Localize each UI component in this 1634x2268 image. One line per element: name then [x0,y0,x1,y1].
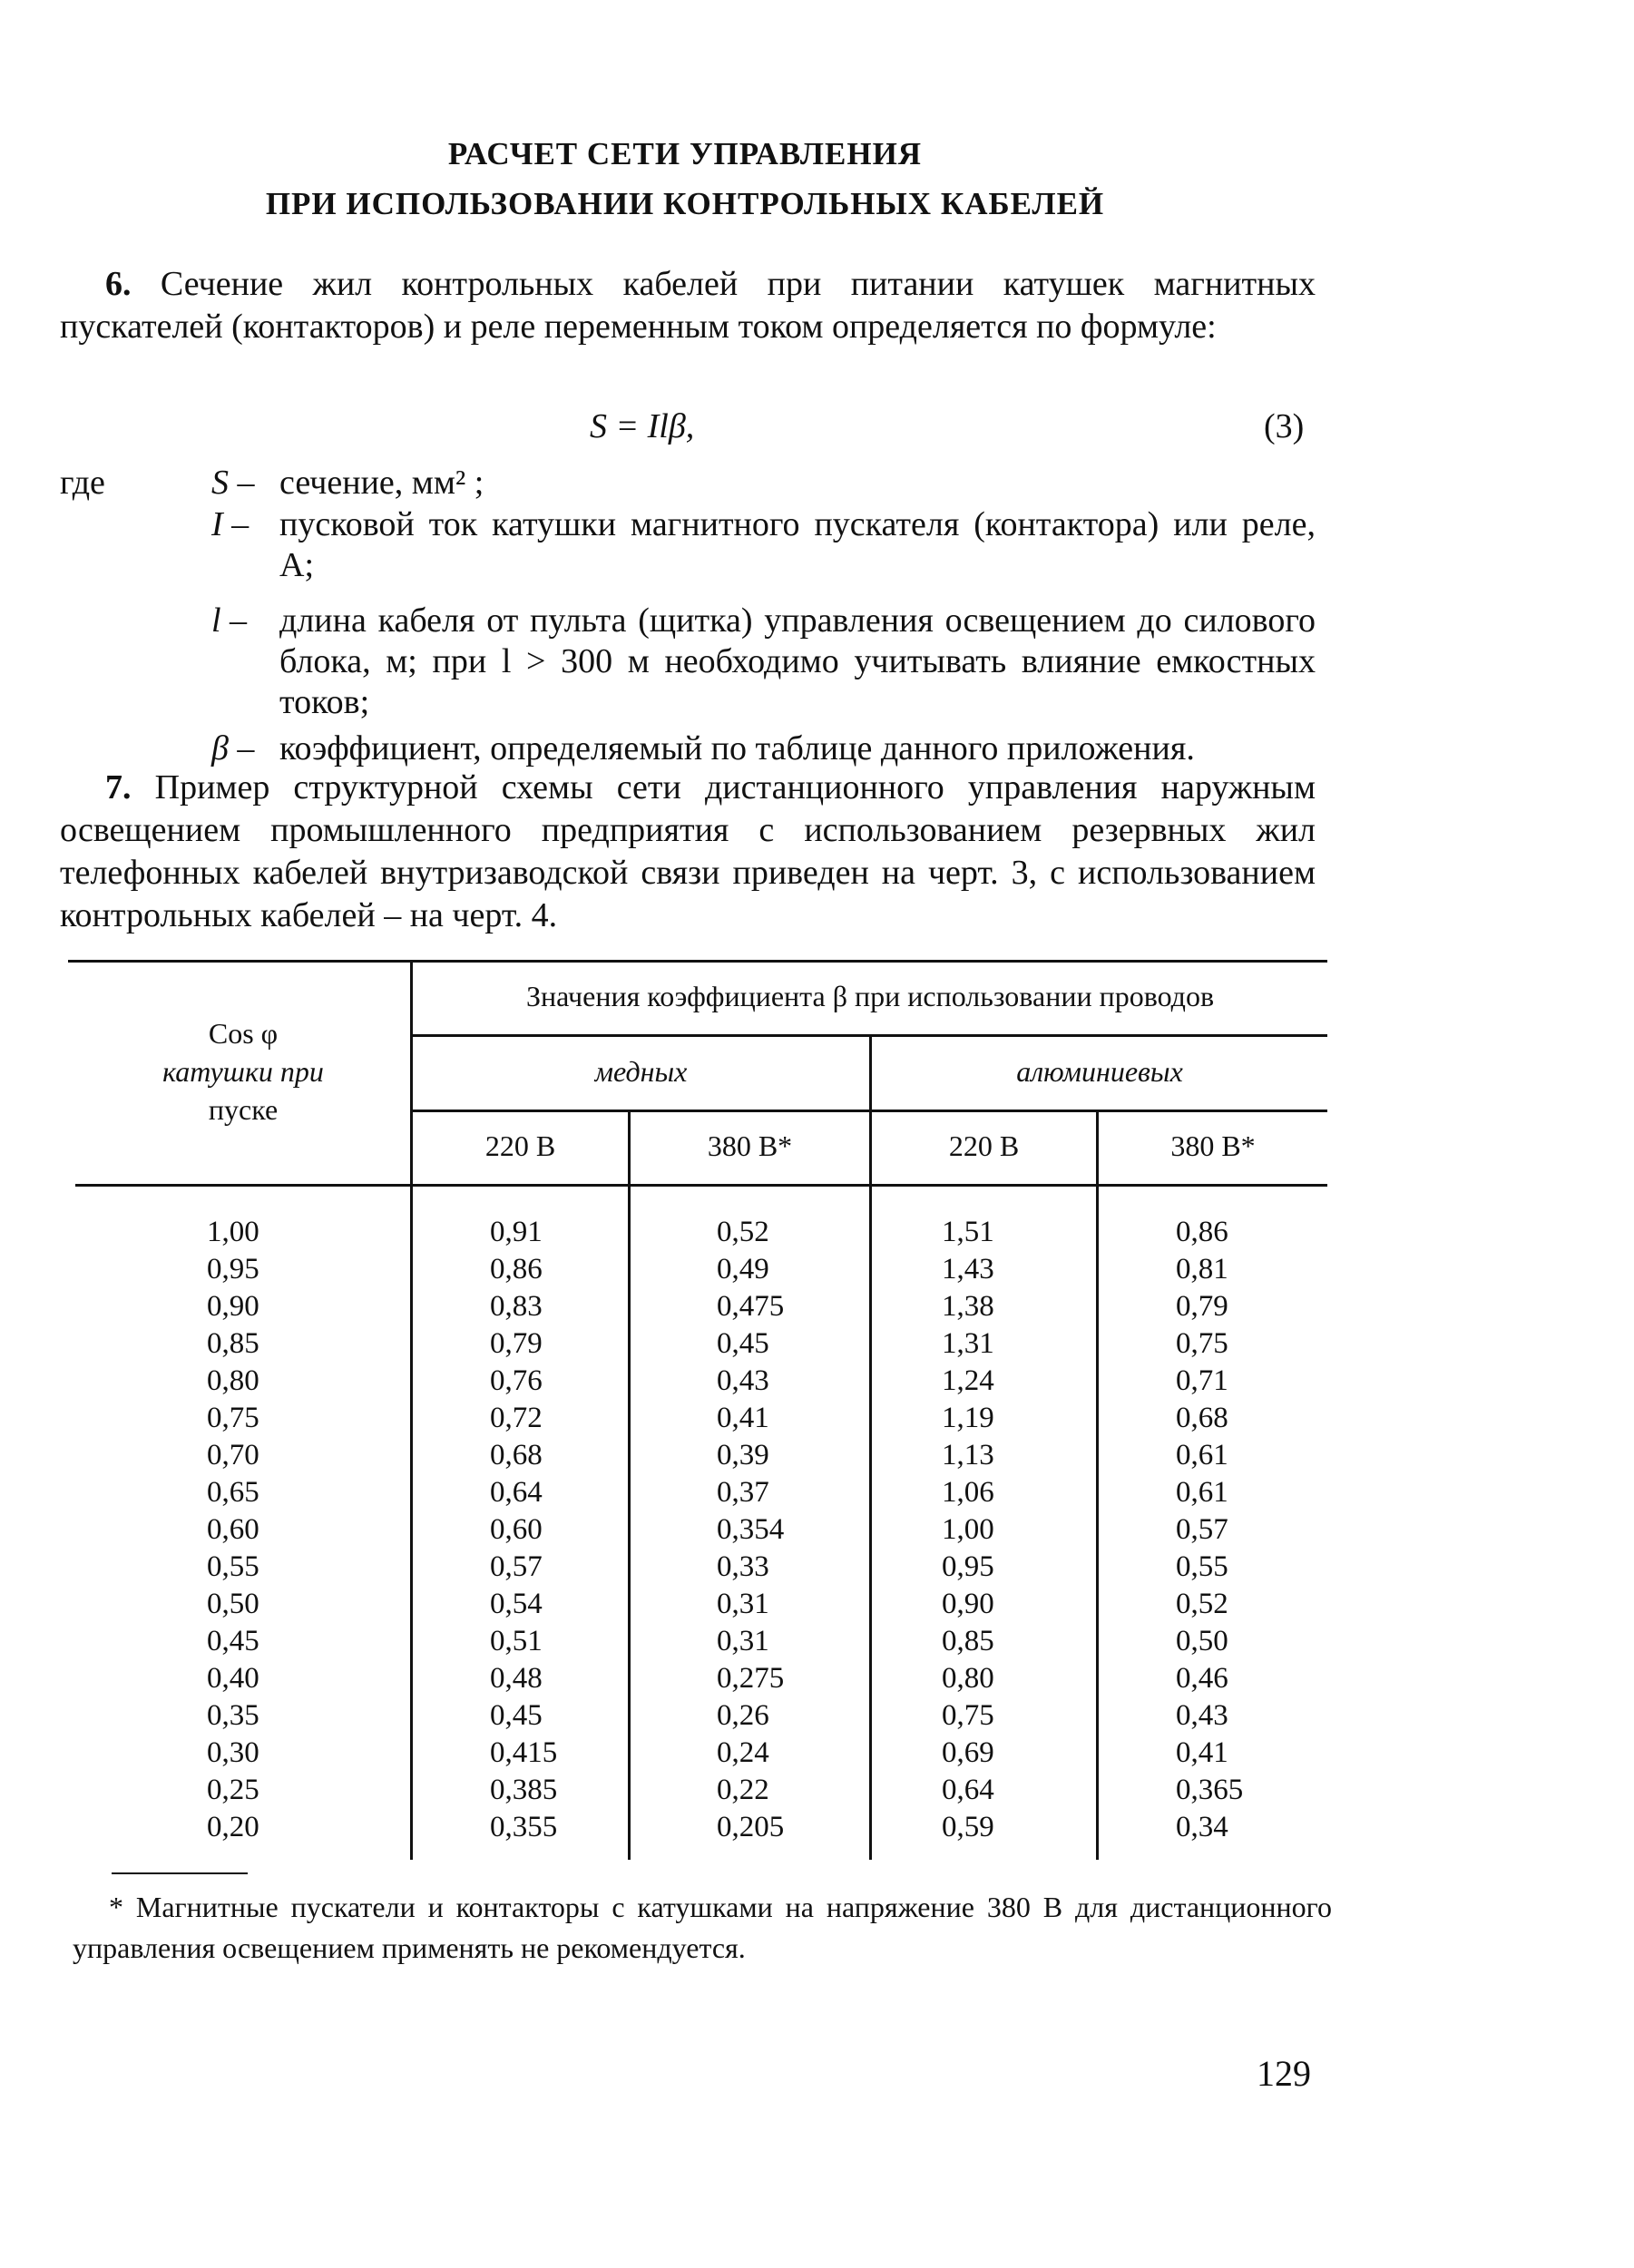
table-cell: 0,95 [942,1550,994,1583]
table-cell: 0,354 [717,1513,785,1546]
table-cell: 0,40 [207,1662,259,1695]
page-number: 129 [1257,2053,1311,2094]
table-cell: 0,57 [1176,1513,1228,1546]
table-cell: 0,55 [1176,1550,1228,1583]
cos-phi-header-line: Cos φ [208,1017,279,1050]
cu-380-header: 380 В* [707,1129,793,1162]
table-cell: 0,33 [717,1550,769,1583]
table-cell: 0,48 [490,1662,543,1695]
table-cell: 0,70 [207,1439,259,1471]
table-cell: 0,41 [717,1402,769,1434]
table-cell: 0,79 [1176,1290,1228,1323]
definition-text: пусковой ток катушки магнитного пускателя (контактора) или реле, А; [279,505,1316,584]
paragraph-6-text: Сечение жил контрольных кабелей при питании катушек магнитных пускателей (контакторов) и реле переменным током определяется по формуле: [60,265,1316,346]
paragraph-6-number: 6. [105,265,132,303]
table-cell: 1,19 [942,1402,994,1434]
definition-symbol: β – [211,729,255,767]
table-cell: 1,43 [942,1253,994,1286]
cos-phi-header-line: катушки при [162,1055,324,1088]
group-header: Значения коэффициента β при использовании проводов [525,980,1215,1012]
table-cell: 0,43 [717,1364,769,1397]
table-cell: 0,59 [942,1811,994,1843]
table-cell: 0,64 [490,1476,543,1509]
table-cell: 0,52 [1176,1588,1228,1620]
table-cell: 1,00 [207,1216,259,1248]
aluminum-header: алюминиевых [1016,1055,1183,1088]
table-cell: 0,75 [1176,1327,1228,1360]
table-cell: 0,52 [717,1216,769,1248]
al-220-header: 220 В [948,1129,1020,1162]
table-cell: 1,38 [942,1290,994,1323]
cu-380-column [717,1214,784,1846]
table-cell: 0,49 [717,1253,769,1286]
paragraph-7 [60,767,1316,937]
table-cell: 0,365 [1176,1774,1244,1806]
table-cell: 0,61 [1176,1439,1228,1471]
table-cell: 0,46 [1176,1662,1228,1695]
table-cell: 0,85 [207,1327,259,1360]
table-cell: 0,55 [207,1550,259,1583]
definition-beta [211,728,1316,769]
footnote-rule [112,1872,248,1874]
table-cell: 0,475 [717,1290,785,1323]
definition-current [211,504,1316,586]
al-220-column [942,1214,994,1846]
formula-expression: S = Ilβ, [590,407,695,445]
table-cell: 0,57 [490,1550,543,1583]
formula-reference: (3) [1264,407,1305,445]
table-cell: 0,90 [942,1588,994,1620]
table-cell: 0,90 [207,1290,259,1323]
where-label: где [60,464,105,502]
table-cell: 0,45 [207,1625,259,1657]
table-cell: 0,24 [717,1736,769,1769]
definition-symbol: S – [211,464,255,502]
definition-s [211,463,1316,503]
table-cell: 0,205 [717,1811,785,1843]
table-cell: 0,75 [207,1402,259,1434]
table-cell: 0,60 [207,1513,259,1546]
definition-text: сечение, мм² ; [279,464,484,502]
table-cell: 0,80 [207,1364,259,1397]
table-cell: 1,00 [942,1513,994,1546]
table-cell: 0,81 [1176,1253,1228,1286]
table-cell: 0,31 [717,1588,769,1620]
copper-header: медных [594,1055,688,1088]
table-cell: 1,51 [942,1216,994,1248]
table-cell: 0,80 [942,1662,994,1695]
table-cell: 0,86 [490,1253,543,1286]
cu-220-column [490,1214,557,1846]
paragraph-7-text: Пример структурной схемы сети дистанционного управления наружным освещением промышленного предприятия с использованием резервных жил телефонных кабелей внутризаводской связи приведен на черт. 3, с использованием контрольных кабелей – на черт. 4. [60,768,1316,934]
table-cell: 0,86 [1176,1216,1228,1248]
al-380-header: 380 В* [1170,1129,1256,1162]
table-cell: 0,50 [1176,1625,1228,1657]
table-cell: 0,72 [490,1402,543,1434]
table-cell: 0,68 [490,1439,543,1471]
table-header-rule [75,1184,1327,1187]
definition-text: коэффициент, определяемый по таблице данного приложения. [279,729,1195,767]
definition-length [211,601,1316,723]
table-cell: 0,34 [1176,1811,1228,1843]
table-cell: 1,31 [942,1327,994,1360]
table-cell: 0,20 [207,1811,259,1843]
paragraph-6 [60,263,1316,348]
table-cell: 0,68 [1176,1402,1228,1434]
table-cell: 0,51 [490,1625,543,1657]
table-cell: 0,26 [717,1699,769,1732]
table-cell: 0,69 [942,1736,994,1769]
table-cell: 1,06 [942,1476,994,1509]
definition-symbol: I – [211,505,250,543]
cos-phi-header [75,1014,411,1129]
table-cell: 0,60 [490,1513,543,1546]
table-cell: 0,76 [490,1364,543,1397]
table-cell: 0,41 [1176,1736,1228,1769]
table-cell: 0,385 [490,1774,558,1806]
table-cell: 0,65 [207,1476,259,1509]
table-cell: 0,31 [717,1625,769,1657]
table-cell: 0,355 [490,1811,558,1843]
table-cell: 0,275 [717,1662,785,1695]
definition-text: длина кабеля от пульта (щитка) управления освещением до силового блока, м; при l > 300 м необходимо учитывать влияние емкостных токов; [279,601,1316,721]
table-cell: 0,37 [717,1476,769,1509]
table-top-rule [68,960,1327,963]
cos-column [207,1214,259,1846]
table-cell: 0,43 [1176,1699,1228,1732]
table-col-divider [628,1110,631,1860]
title-line-2: ПРИ ИСПОЛЬЗОВАНИИ КОНТРОЛЬНЫХ КАБЕЛЕЙ [265,186,1105,221]
cu-220-header: 220 В [484,1129,556,1162]
table-cell: 0,64 [942,1774,994,1806]
table-cell: 0,30 [207,1736,259,1769]
table-cell: 0,95 [207,1253,259,1286]
paragraph-7-number: 7. [105,768,132,807]
table-cell: 0,25 [207,1774,259,1806]
table-cell: 0,45 [490,1699,543,1732]
al-380-column [1176,1214,1243,1846]
table-cell: 0,45 [717,1327,769,1360]
table-cell: 0,85 [942,1625,994,1657]
table-cell: 0,83 [490,1290,543,1323]
table-cell: 0,39 [717,1439,769,1471]
table-cell: 0,71 [1176,1364,1228,1397]
table-cell: 0,50 [207,1588,259,1620]
table-col-divider [1096,1110,1099,1860]
table-cell: 0,35 [207,1699,259,1732]
table-cell: 0,79 [490,1327,543,1360]
table-cell: 0,54 [490,1588,543,1620]
footnote: * Магнитные пускатели и контакторы с катушками на напряжение 380 В для дистанционного управления освещением применять не рекомендуется. [73,1891,1332,1964]
table-cell: 0,75 [942,1699,994,1732]
cos-phi-header-line: пуске [208,1093,279,1126]
table-cell: 1,24 [942,1364,994,1397]
table-cell: 1,13 [942,1439,994,1471]
title-line-1: РАСЧЕТ СЕТИ УПРАВЛЕНИЯ [447,136,923,171]
table-cell: 0,415 [490,1736,558,1769]
table-cell: 0,22 [717,1774,769,1806]
table-cell: 0,61 [1176,1476,1228,1509]
definition-symbol: l – [211,601,248,640]
table-cell: 0,91 [490,1216,543,1248]
